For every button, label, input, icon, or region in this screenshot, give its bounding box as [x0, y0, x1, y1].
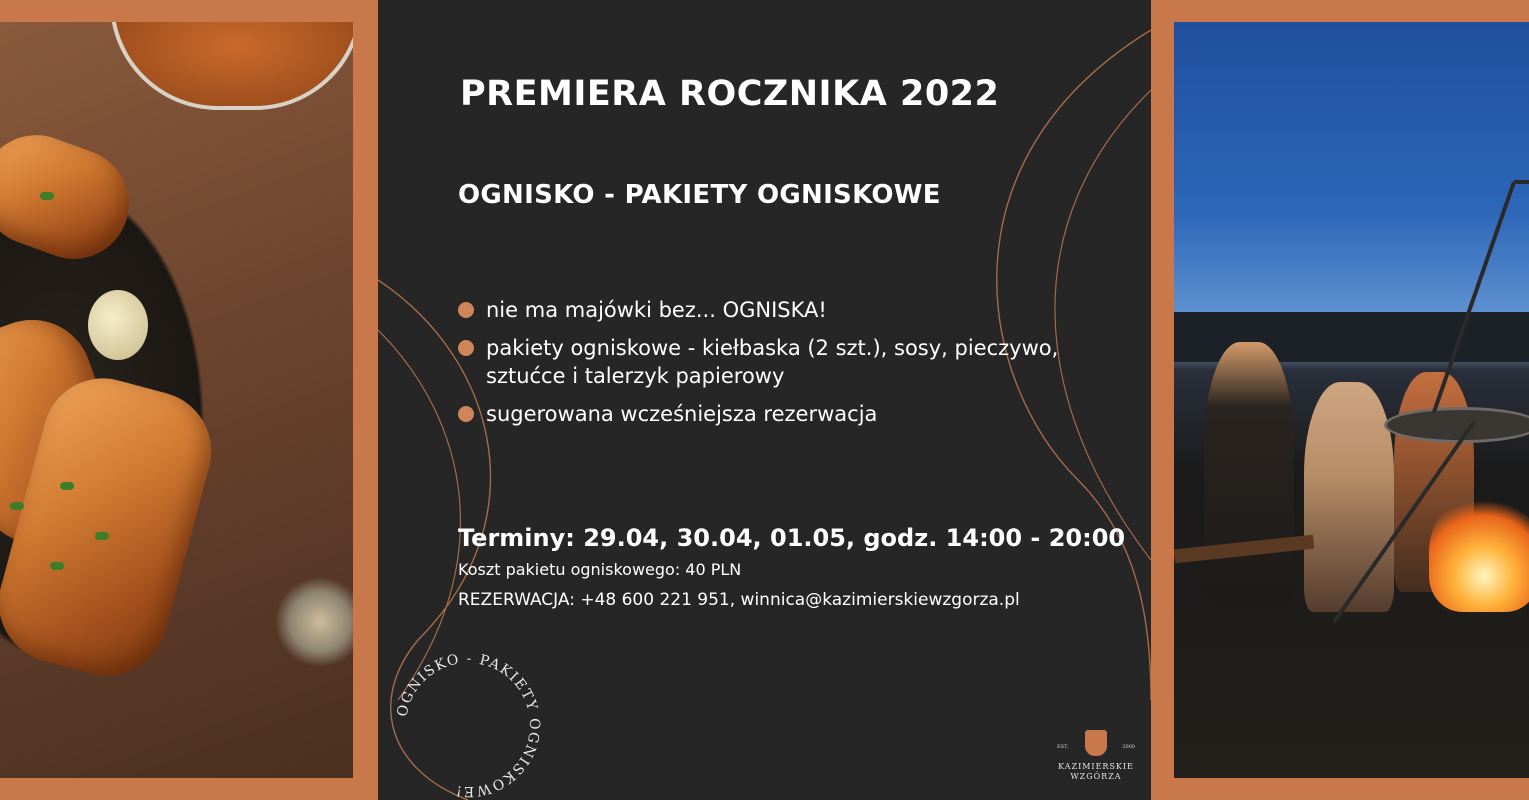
bullet-item [456, 334, 1096, 390]
herb [95, 532, 109, 540]
tripod-lines [1174, 22, 1529, 778]
price-text: Koszt pakietu ogniskowego: 40 PLN [458, 560, 742, 579]
bullet-dot-icon [458, 302, 474, 318]
logo-emblem-icon [1085, 730, 1107, 756]
sauce-bowl [110, 22, 353, 110]
herb [10, 502, 24, 510]
page-subtitle: OGNISKO - PAKIETY OGNISKOWE [458, 180, 941, 210]
bullet-item [456, 400, 1096, 428]
bullet-text: sugerowana wcześniejsza rezerwacja [486, 402, 878, 426]
bullet-item [456, 296, 1096, 324]
circular-text: OGNISKO - PAKIETY OGNISKOWE! [394, 650, 543, 800]
sausage-1 [0, 120, 144, 275]
herb [40, 192, 54, 200]
logo-name-line2: WZGÓRZA [1070, 772, 1122, 781]
circular-stamp-text [383, 640, 553, 800]
bullet-text: nie ma majówki bez... OGNISKA! [486, 298, 827, 322]
potato [88, 290, 148, 360]
bullet-dot-icon [458, 406, 474, 422]
sausage-photo [0, 22, 353, 778]
page-title: PREMIERA ROCZNIKA 2022 [460, 74, 1000, 114]
reservation-text: REZERWACJA: +48 600 221 951, winnica@kazimierskiewzgorza.pl [458, 590, 1020, 610]
logo-name [1051, 762, 1141, 782]
bullet-text: pakiety ogniskowe - kiełbaska (2 szt.), sosy, pieczywo, sztućce i talerzyk papierowy [486, 336, 1059, 388]
logo-name-line1: KAZIMIERSKIE [1058, 762, 1134, 771]
svg-text:OGNISKO - PAKIETY OGNISKOWE! [394, 651, 542, 799]
dates-heading: Terminy: 29.04, 30.04, 01.05, godz. 14:00 - 20:00 [458, 524, 1126, 552]
campfire-photo [1174, 22, 1529, 778]
herb [60, 482, 74, 490]
herb [50, 562, 64, 570]
logo-est-left: EST. [1057, 744, 1069, 750]
content-panel [378, 0, 1151, 800]
bullet-dot-icon [458, 340, 474, 356]
bullet-list [456, 296, 1096, 438]
brand-logo [1051, 730, 1141, 795]
logo-est-right: 2000 [1122, 744, 1135, 750]
